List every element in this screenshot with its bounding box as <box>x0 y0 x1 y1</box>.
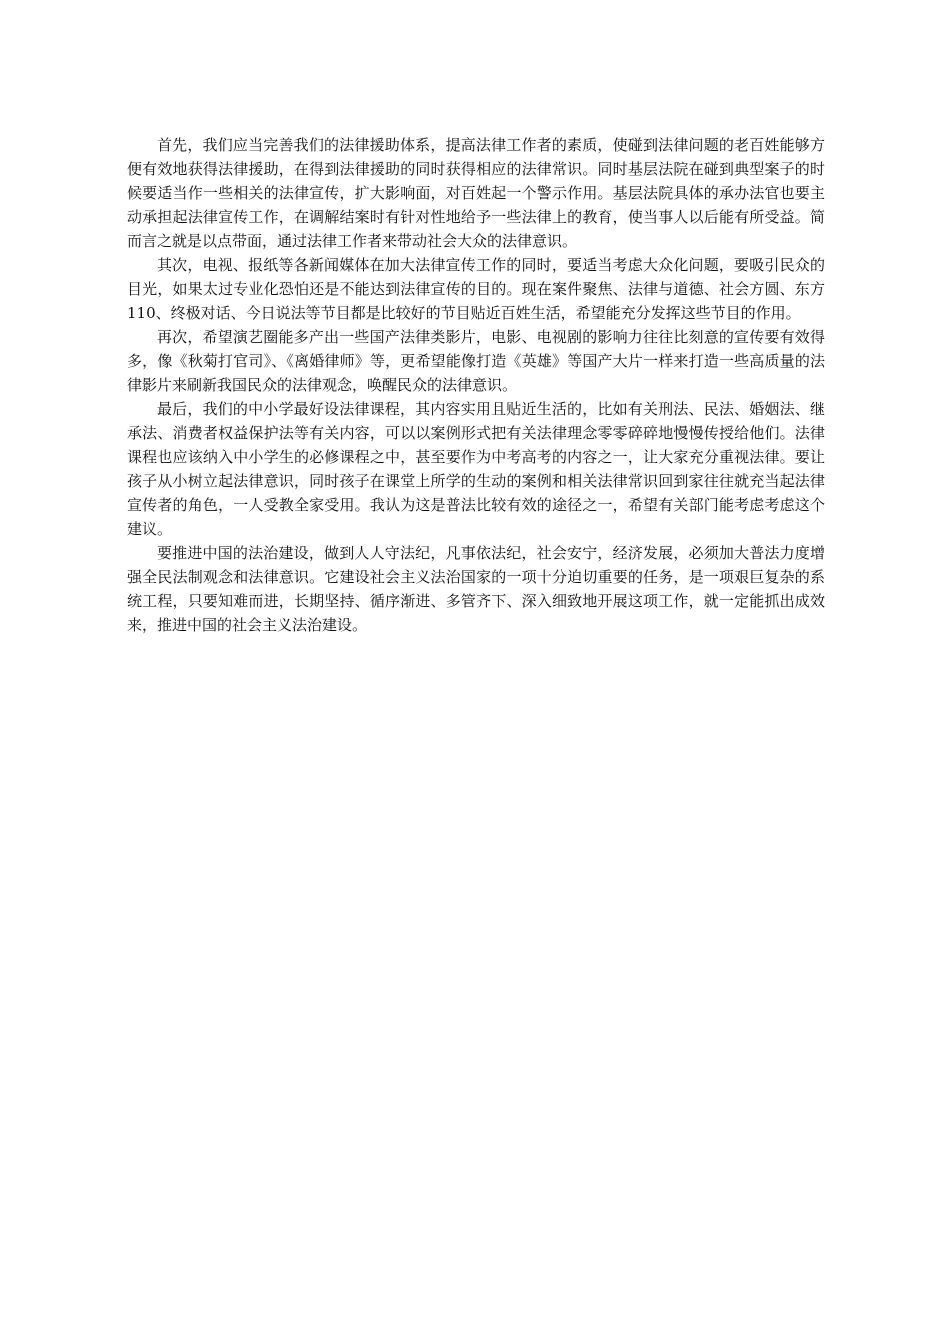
document-body <box>127 133 825 637</box>
paragraph-5: 要推进中国的法治建设，做到人人守法纪，凡事依法纪，社会安宁，经济发展，必须加大普法力度增强全民法制观念和法律意识。它建设社会主义法治国家的一项十分迫切重要的任务，是一项艰巨复杂的系统工程，只要知难而进，长期坚持、循序渐进、多管齐下、深入细致地开展这项工作，就一定能抓出成效来，推进中国的社会主义法治建设。 <box>127 544 825 634</box>
paragraph-2: 其次，电视、报纸等各新闻媒体在加大法律宣传工作的同时，要适当考虑大众化问题，要吸引民众的目光，如果太过专业化恐怕还是不能达到法律宣传的目的。现在案件聚焦、法律与道德、社会方圆、东方110、终极对话、今日说法等节目都是比较好的节目贴近百姓生活，希望能充分发挥这些节目的作用。 <box>127 256 825 322</box>
paragraph-4: 最后，我们的中小学最好设法律课程，其内容实用且贴近生活的，比如有关刑法、民法、婚姻法、继承法、消费者权益保护法等有关内容，可以以案例形式把有关法律理念零零碎碎地慢慢传授给他们。法律课程也应该纳入中小学生的必修课程之中，甚至要作为中考高考的内容之一，让大家充分重视法律。要让孩子从小树立起法律意识，同时孩子在课堂上所学的生动的案例和相关法律常识回到家往往就充当起法律宣传者的角色，一人受教全家受用。我认为这是普法比较有效的途径之一，希望有关部门能考虑考虑这个建议。 <box>127 400 825 538</box>
paragraph-1: 首先，我们应当完善我们的法律援助体系，提高法律工作者的素质，使碰到法律问题的老百姓能够方便有效地获得法律援助，在得到法律援助的同时获得相应的法律常识。同时基层法院在碰到典型案子的时候要适当作一些相关的法律宣传，扩大影响面，对百姓起一个警示作用。基层法院具体的承办法官也要主动承担起法律宣传工作，在调解结案时有针对性地给予一些法律上的教育，使当事人以后能有所受益。简而言之就是以点带面，通过法律工作者来带动社会大众的法律意识。 <box>127 136 825 250</box>
paragraph-3: 再次，希望演艺圈能多产出一些国产法律类影片，电影、电视剧的影响力往往比刻意的宣传要有效得多，像《秋菊打官司》、《离婚律师》等，更希望能像打造《英雄》等国产大片一样来打造一些高质量的法律影片来刷新我国民众的法律观念，唤醒民众的法律意识。 <box>127 328 825 394</box>
